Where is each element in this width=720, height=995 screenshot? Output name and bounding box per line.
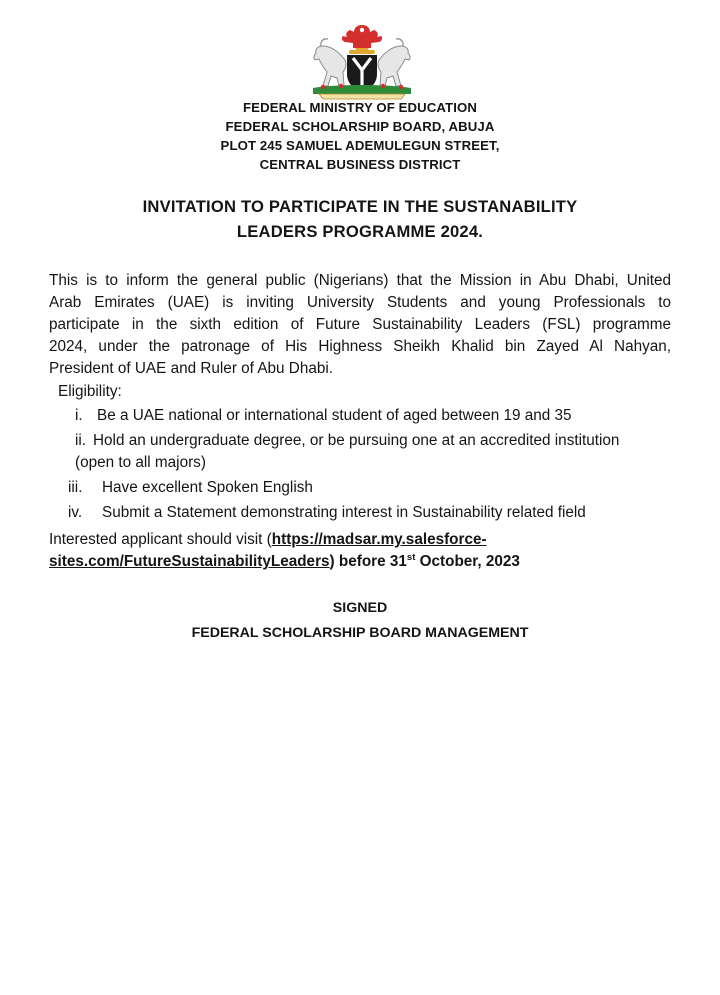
eligibility-item-2-continued: (open to all majors)	[75, 454, 206, 471]
eligibility-item-3	[68, 477, 313, 499]
letterhead	[0, 98, 720, 174]
intro-line-2: Arab Emirates (UAE) is inviting University Students and young Professionals to	[49, 294, 671, 311]
visit-prefix: Interested applicant should visit (	[49, 531, 272, 548]
eligibility-item-1	[75, 405, 572, 427]
title-line-2: LEADERS PROGRAMME 2024.	[236, 222, 484, 241]
application-link-continued[interactable]: sites.com/FutureSustainabilityLeaders	[49, 553, 330, 570]
eligibility-item-number: iv.	[68, 504, 83, 521]
visit-before: before 31	[334, 553, 407, 570]
document-title	[40, 194, 680, 244]
intro-line-4: 2024, under the patronage of His Highness Sheikh Khalid bin Zayed Al Nahyan,	[49, 338, 671, 355]
title-line-1: INVITATION TO PARTICIPATE IN THE SUSTANABILITY	[142, 197, 578, 216]
eligibility-heading: Eligibility:	[58, 383, 122, 400]
eligibility-item-4	[68, 502, 586, 524]
header-district: CENTRAL BUSINESS DISTRICT	[259, 157, 461, 172]
eligibility-item-2	[75, 430, 619, 452]
visit-close-paren: )	[329, 553, 335, 570]
header-street: PLOT 245 SAMUEL ADEMULEGUN STREET,	[220, 138, 500, 153]
application-link[interactable]: https://madsar.my.salesforce-	[271, 531, 487, 548]
intro-paragraph	[49, 270, 671, 380]
signed-label: SIGNED	[332, 600, 388, 616]
date-superscript: st	[406, 552, 416, 563]
intro-line-1: This is to inform the general public (Nigerians) that the Mission in Abu Dhabi, United	[49, 272, 671, 289]
intro-line-5: President of UAE and Ruler of Abu Dhabi.	[49, 360, 334, 377]
nigeria-coat-of-arms-icon	[293, 22, 431, 100]
eligibility-item-text: Submit a Statement demonstrating interest in Sustainability related field	[102, 504, 586, 521]
deadline-date: October, 2023	[415, 553, 520, 570]
header-board: FEDERAL SCHOLARSHIP BOARD, ABUJA	[225, 119, 495, 134]
visit-line-1	[49, 529, 671, 551]
eligibility-item-text: Have excellent Spoken English	[102, 479, 313, 496]
eligibility-item-text: Be a UAE national or international student of aged between 19 and 35	[97, 407, 572, 424]
eligibility-item-number: iii.	[68, 479, 83, 496]
application-instructions	[49, 529, 671, 573]
eligibility-item-number: i.	[75, 407, 83, 424]
eagle-icon	[342, 25, 382, 54]
visit-line-2	[49, 551, 671, 573]
eligibility-item-text: Hold an undergraduate degree, or be pursuing one at an accredited institution	[93, 432, 620, 449]
left-horse-icon	[314, 39, 346, 86]
signatory-board: FEDERAL SCHOLARSHIP BOARD MANAGEMENT	[191, 625, 529, 641]
eligibility-item-number: ii.	[75, 432, 87, 449]
right-horse-icon	[378, 39, 410, 86]
header-ministry: FEDERAL MINISTRY OF EDUCATION	[243, 100, 477, 115]
intro-line-3: participate in the sixth edition of Future Sustainability Leaders (FSL) programme	[49, 316, 671, 333]
